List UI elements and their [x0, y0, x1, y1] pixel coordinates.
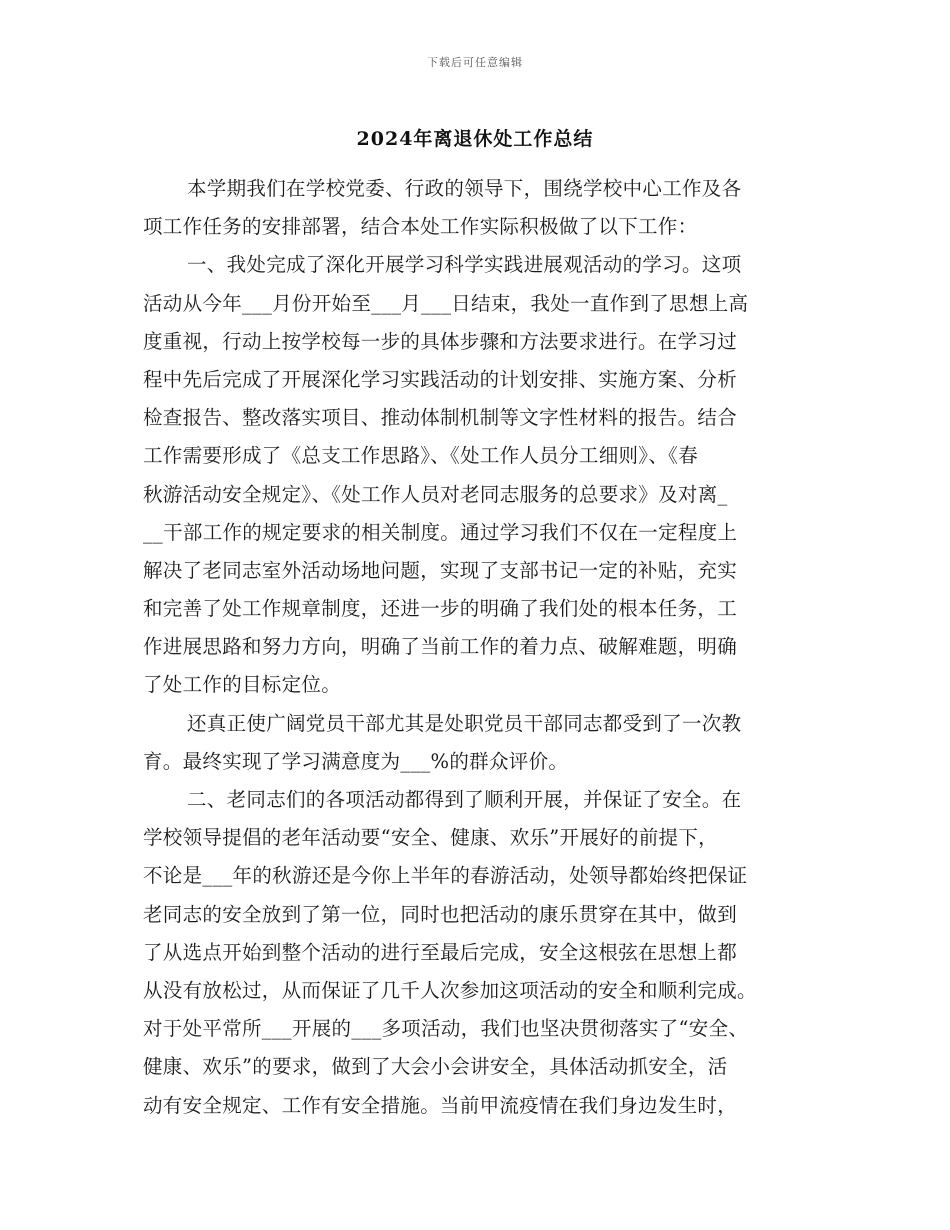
body-text-line: 动有安全规定、工作有安全措施。当前甲流疫情在我们身边发生时，: [143, 1093, 738, 1117]
body-text-line: 活动从今年___月份开始至___月___日结束，我处一直作到了思想上高: [143, 291, 749, 315]
page-header-note: 下载后可任意编辑: [427, 56, 523, 69]
body-text-line: 工作需要形成了《总支工作思路》、《处工作人员分工细则》、《春: [143, 444, 699, 468]
body-text-line: 了从选点开始到整个活动的进行至最后完成，安全这根弦在思想上都: [143, 940, 738, 964]
body-text-line: 从没有放松过，从而保证了几千人次参加这项活动的安全和顺利完成。: [143, 978, 757, 1002]
body-text-line: 一、我处完成了深化开展学习科学实践进展观活动的学习。这项: [187, 253, 742, 277]
body-text-line: 二、老同志们的各项活动都得到了顺利开展，并保证了安全。在: [187, 788, 742, 811]
body-text-line: 对于处平常所___开展的___多项活动，我们也坚决贯彻落实了“安全、: [143, 1017, 749, 1041]
body-text-line: __干部工作的规定要求的相关制度。通过学习我们不仅在一定程度上: [143, 520, 738, 544]
body-text-line: 程中先后完成了开展深化学习实践活动的计划安排、实施方案、分析: [143, 367, 738, 391]
body-text-line: 和完善了处工作规章制度，还进一步的明确了我们处的根本任务，工: [143, 597, 738, 621]
body-text-line: 度重视，行动上按学校每一步的具体步骤和方法要求进行。在学习过: [143, 329, 738, 353]
document-title: 2024年离退休处工作总结: [356, 128, 594, 150]
body-text-line: 秋游活动安全规定》、《处工作人员对老同志服务的总要求》及对离_: [143, 482, 728, 506]
body-text-line: 不论是___年的秋游还是今你上半年的春游活动，处领导都始终把保证: [143, 864, 748, 888]
body-text-line: 健康、欢乐”的要求，做到了大会小会讲安全，具体活动抓安全，活: [143, 1055, 728, 1079]
body-text-line: 作进展思路和努力方向，明确了当前工作的着力点、破解难题，明确: [143, 635, 738, 659]
body-text-line: 项工作任务的安排部署，结合本处工作实际积极做了以下工作：: [143, 215, 698, 239]
body-text-line: 育。最终实现了学习满意度为___%的群众评价。: [143, 749, 569, 773]
body-text-line: 检查报告、整改落实项目、推动体制机制等文字性材料的报告。结合: [143, 406, 738, 430]
body-text-line: 学校领导提倡的老年活动要“安全、健康、欢乐”开展好的前提下，: [143, 826, 718, 850]
body-text-line: 老同志的安全放到了第一位，同时也把活动的康乐贯穿在其中，做到: [143, 902, 738, 926]
body-text-line: 本学期我们在学校党委、行政的领导下，围绕学校中心工作及各: [187, 177, 742, 200]
body-text-line: 还真正使广阔党员干部尤其是处职党员干部同志都受到了一次教: [187, 711, 742, 735]
body-text-line: 了处工作的目标定位。: [143, 673, 342, 697]
document-body: [143, 170, 823, 1125]
body-text-line: 解决了老同志室外活动场地问题，实现了支部书记一定的补贴，充实: [143, 558, 738, 582]
